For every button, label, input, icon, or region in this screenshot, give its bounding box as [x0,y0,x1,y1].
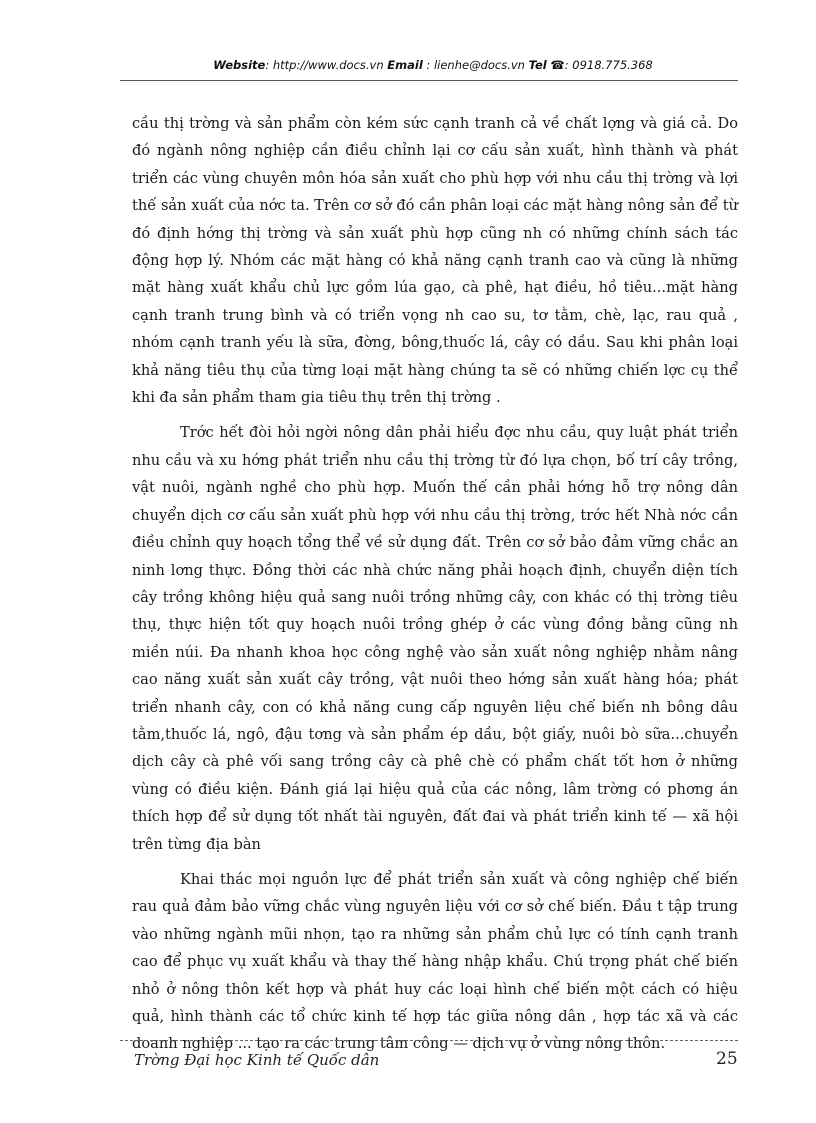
email-value: : lienhe@docs.vn [426,58,525,72]
page-number: 25 [716,1049,738,1069]
website-value: : http://www.docs.vn [265,58,384,72]
footer-divider [120,1040,738,1041]
tel-value: : 0918.775.368 [564,58,653,72]
paragraph-1: cầu thị trờng và sản phẩm còn kém sức cạnh tranh cả về chất lợng và giá cả. Do đó ngành nông nghiệp cần điều chỉnh lại cơ cấu sản xuất, hình thành và phát triển các vùng chuyên môn hóa sản xuất cho phù hợp với nhu cầu thị trờng và lợi thế sản xuất của nớc ta. Trên cơ sở đó cần phân loại các mặt hàng nông sản để từ đó định hớng thị trờng và sản xuất phù hợp cũng nh có những chính sách tác động hợp lý. Nhóm các mặt hàng có khả năng cạnh tranh cao và cũng là những mặt hàng xuất khẩu chủ lực gồm lúa gạo, cà phê, hạt điều, hồ tiêu...mặt hàng cạnh tranh trung bình và có triển vọng nh cao su, tơ tằm, chè, lạc, rau quả , nhóm cạnh tranh yếu là sữa, đờng, bông,thuốc lá, cây có dầu. Sau khi phân loại khả năng tiêu thụ của từng loại mặt hàng chúng ta sẽ có những chiến lợc cụ thể khi đa sản phẩm tham gia tiêu thụ trên thị trờng . [132,115,738,407]
email-label: Email [387,58,423,72]
website-label: Website [213,58,266,72]
paragraph-3: Khai thác mọi nguồn lực để phát triển sản xuất và công nghiệp chế biến rau quả đảm bảo vững chắc vùng nguyên liệu với cơ sở chế biến. Đầu t tập trung vào những ngành mũi nhọn, tạo ra những sản phẩm chủ lực có tính cạnh tranh cao để phục vụ xuất khẩu và thay thế hàng nhập khẩu. Chú trọng phát chế biến nhỏ ở nông thôn kết hợp và phát huy các loại hình chế biến một cách có hiệu quả, hình thành các tổ chức kinh tế hợp tác giữa nông dân , hợp tác xã và các doanh nghiệp ... tạo ra các trung tâm công — dịch vụ ở vùng nông thôn. [132,870,738,1053]
footer-school-name: Trờng Đại học Kinh tế Quốc dân [134,1051,380,1069]
paragraph-2: Trớc hết đòi hỏi ngời nông dân phải hiểu đợc nhu cầu, quy luật phát triển nhu cầu và xu hớng phát triển nhu cầu thị trờng từ đó lựa chọn, bố trí cây trồng, vật nuôi, ngành nghề cho phù hợp. Muốn thế cần phải hớng hỗ trợ nông dân chuyển dịch cơ cấu sản xuất phù hợp với nhu cầu thị trờng, trớc hết Nhà nớc cần điều chỉnh quy hoạch tổng thể về sử dụng đất. Trên cơ sở bảo đảm vững chắc an ninh lơng thực. Đồng thời các nhà chức năng phải hoạch định, chuyển diện tích cây trồng không hiệu quả sang nuôi trồng những cây, con khác có thị trờng tiêu thụ, thực hiện tốt quy hoạch nuôi trồng ghép ở các vùng đồng bằng cũng nh miền núi. Đa nhanh khoa học công nghệ vào sản xuất nông nghiệp nhằm nâng cao năng xuất sản xuất cây trồng, vật nuôi theo hớng sản xuất hàng hóa; phát triển nhanh cây, con có khả năng cung cấp nguyên liệu chế biến nh bông dâu tằm,thuốc lá, ngô, đậu tơng và sản phẩm ép dầu, bột giấy, nuôi bò sữa...chuyển dịch cây cà phê vối sang trồng cây cà phê chè có phẩm chất tốt hơn ở những vùng có điều kiện. Đánh giá lại hiệu quả của các nông, lâm trờng có phơng án thích hợp để sử dụng tốt nhất tài nguyên, đất đai và phát triển kinh tế — xã hội trên từng địa bàn [132,424,738,853]
tel-label: Tel [528,58,547,72]
header-divider [120,80,738,81]
page-header [132,58,734,72]
document-body [132,110,738,1058]
phone-icon: ☎ [550,58,565,72]
